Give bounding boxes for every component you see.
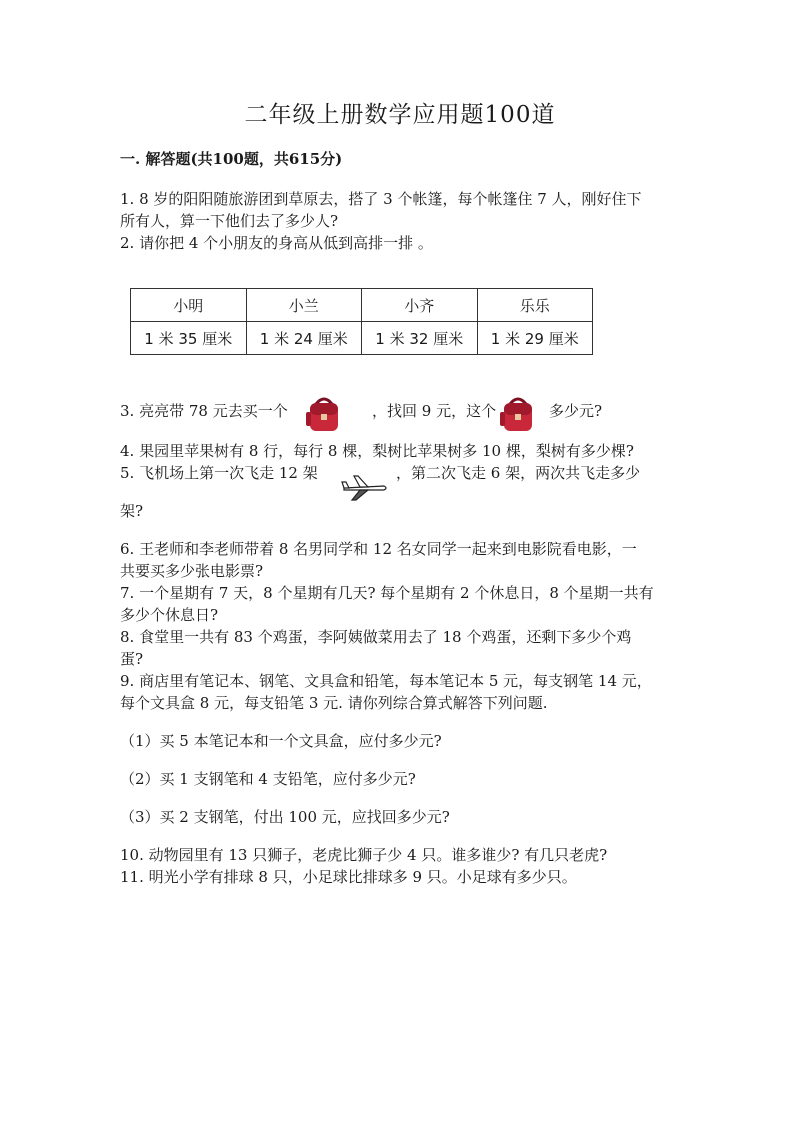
question-4: 4. 果园里苹果树有 8 行，每行 8 棵，梨树比苹果树多 10 棵，梨树有多少棵? [120,442,634,460]
page-title: 二年级上册数学应用题100道 [244,102,556,128]
question-8-line-2: 蛋? [120,650,144,668]
backpack-icon [302,394,346,434]
table-cell: 1 米 24 厘米 [246,322,362,355]
table-cell: 1 米 29 厘米 [477,322,593,355]
airplane-icon [340,474,390,502]
question-9-sub-1: （1）买 5 本笔记本和一个文具盒，应付多少元? [120,732,442,750]
table-cell: 1 米 35 厘米 [131,322,247,355]
question-1-line-2: 所有人，算一下他们去了多少人? [120,212,339,230]
question-5-part-b: ，第二次飞走 6 架，两次共飞走多少 [396,464,641,482]
question-7-line-2: 多少个休息日? [120,606,219,624]
table-header-cell: 小兰 [246,289,362,322]
question-3-part-b: ，找回 9 元，这个 [372,402,497,420]
table-header-cell: 乐乐 [477,289,593,322]
question-9-sub-3: （3）买 2 支钢笔，付出 100 元，应找回多少元? [120,808,450,826]
section-heading: 一. 解答题(共100题，共615分) [120,150,343,168]
question-9-line-1: 9. 商店里有笔记本、钢笔、文具盒和铅笔，每本笔记本 5 元，每支钢笔 14 元， [120,672,652,690]
question-10: 10. 动物园里有 13 只狮子，老虎比狮子少 4 只。谁多谁少? 有几只老虎? [120,846,608,864]
question-2: 2. 请你把 4 个小朋友的身高从低到高排一排 。 [120,234,433,252]
question-9-line-2: 每个文具盒 8 元，每支铅笔 3 元. 请你列综合算式解答下列问题. [120,694,548,712]
question-5-part-a: 5. 飞机场上第一次飞走 12 架 [120,464,318,482]
question-9-sub-2: （2）买 1 支钢笔和 4 支铅笔，应付多少元? [120,770,416,788]
question-3-part-c: 多少元? [549,402,603,420]
question-11: 11. 明光小学有排球 8 只，小足球比排球多 9 只。小足球有多少只。 [120,868,577,886]
table-cell: 1 米 32 厘米 [362,322,478,355]
question-6-line-1: 6. 王老师和李老师带着 8 名男同学和 12 名女同学一起来到电影院看电影，一 [120,540,637,558]
table-header-row [131,289,593,322]
question-8-line-1: 8. 食堂里一共有 83 个鸡蛋，李阿姨做菜用去了 18 个鸡蛋，还剩下多少个鸡 [120,628,632,646]
question-3-part-a: 3. 亮亮带 78 元去买一个 [120,402,288,420]
table-row [131,322,593,355]
question-1-line-1: 1. 8 岁的阳阳随旅游团到草原去，搭了 3 个帐篷，每个帐篷住 7 人，刚好住下 [120,190,642,208]
table-header-cell: 小明 [131,289,247,322]
height-table [130,288,593,355]
question-5-part-c: 架? [120,502,144,520]
question-7-line-1: 7. 一个星期有 7 天，8 个星期有几天? 每个星期有 2 个休息日，8 个星期一共有 [120,584,654,602]
backpack-icon [496,394,540,434]
table-header-cell: 小齐 [362,289,478,322]
question-6-line-2: 共要买多少张电影票? [120,562,264,580]
